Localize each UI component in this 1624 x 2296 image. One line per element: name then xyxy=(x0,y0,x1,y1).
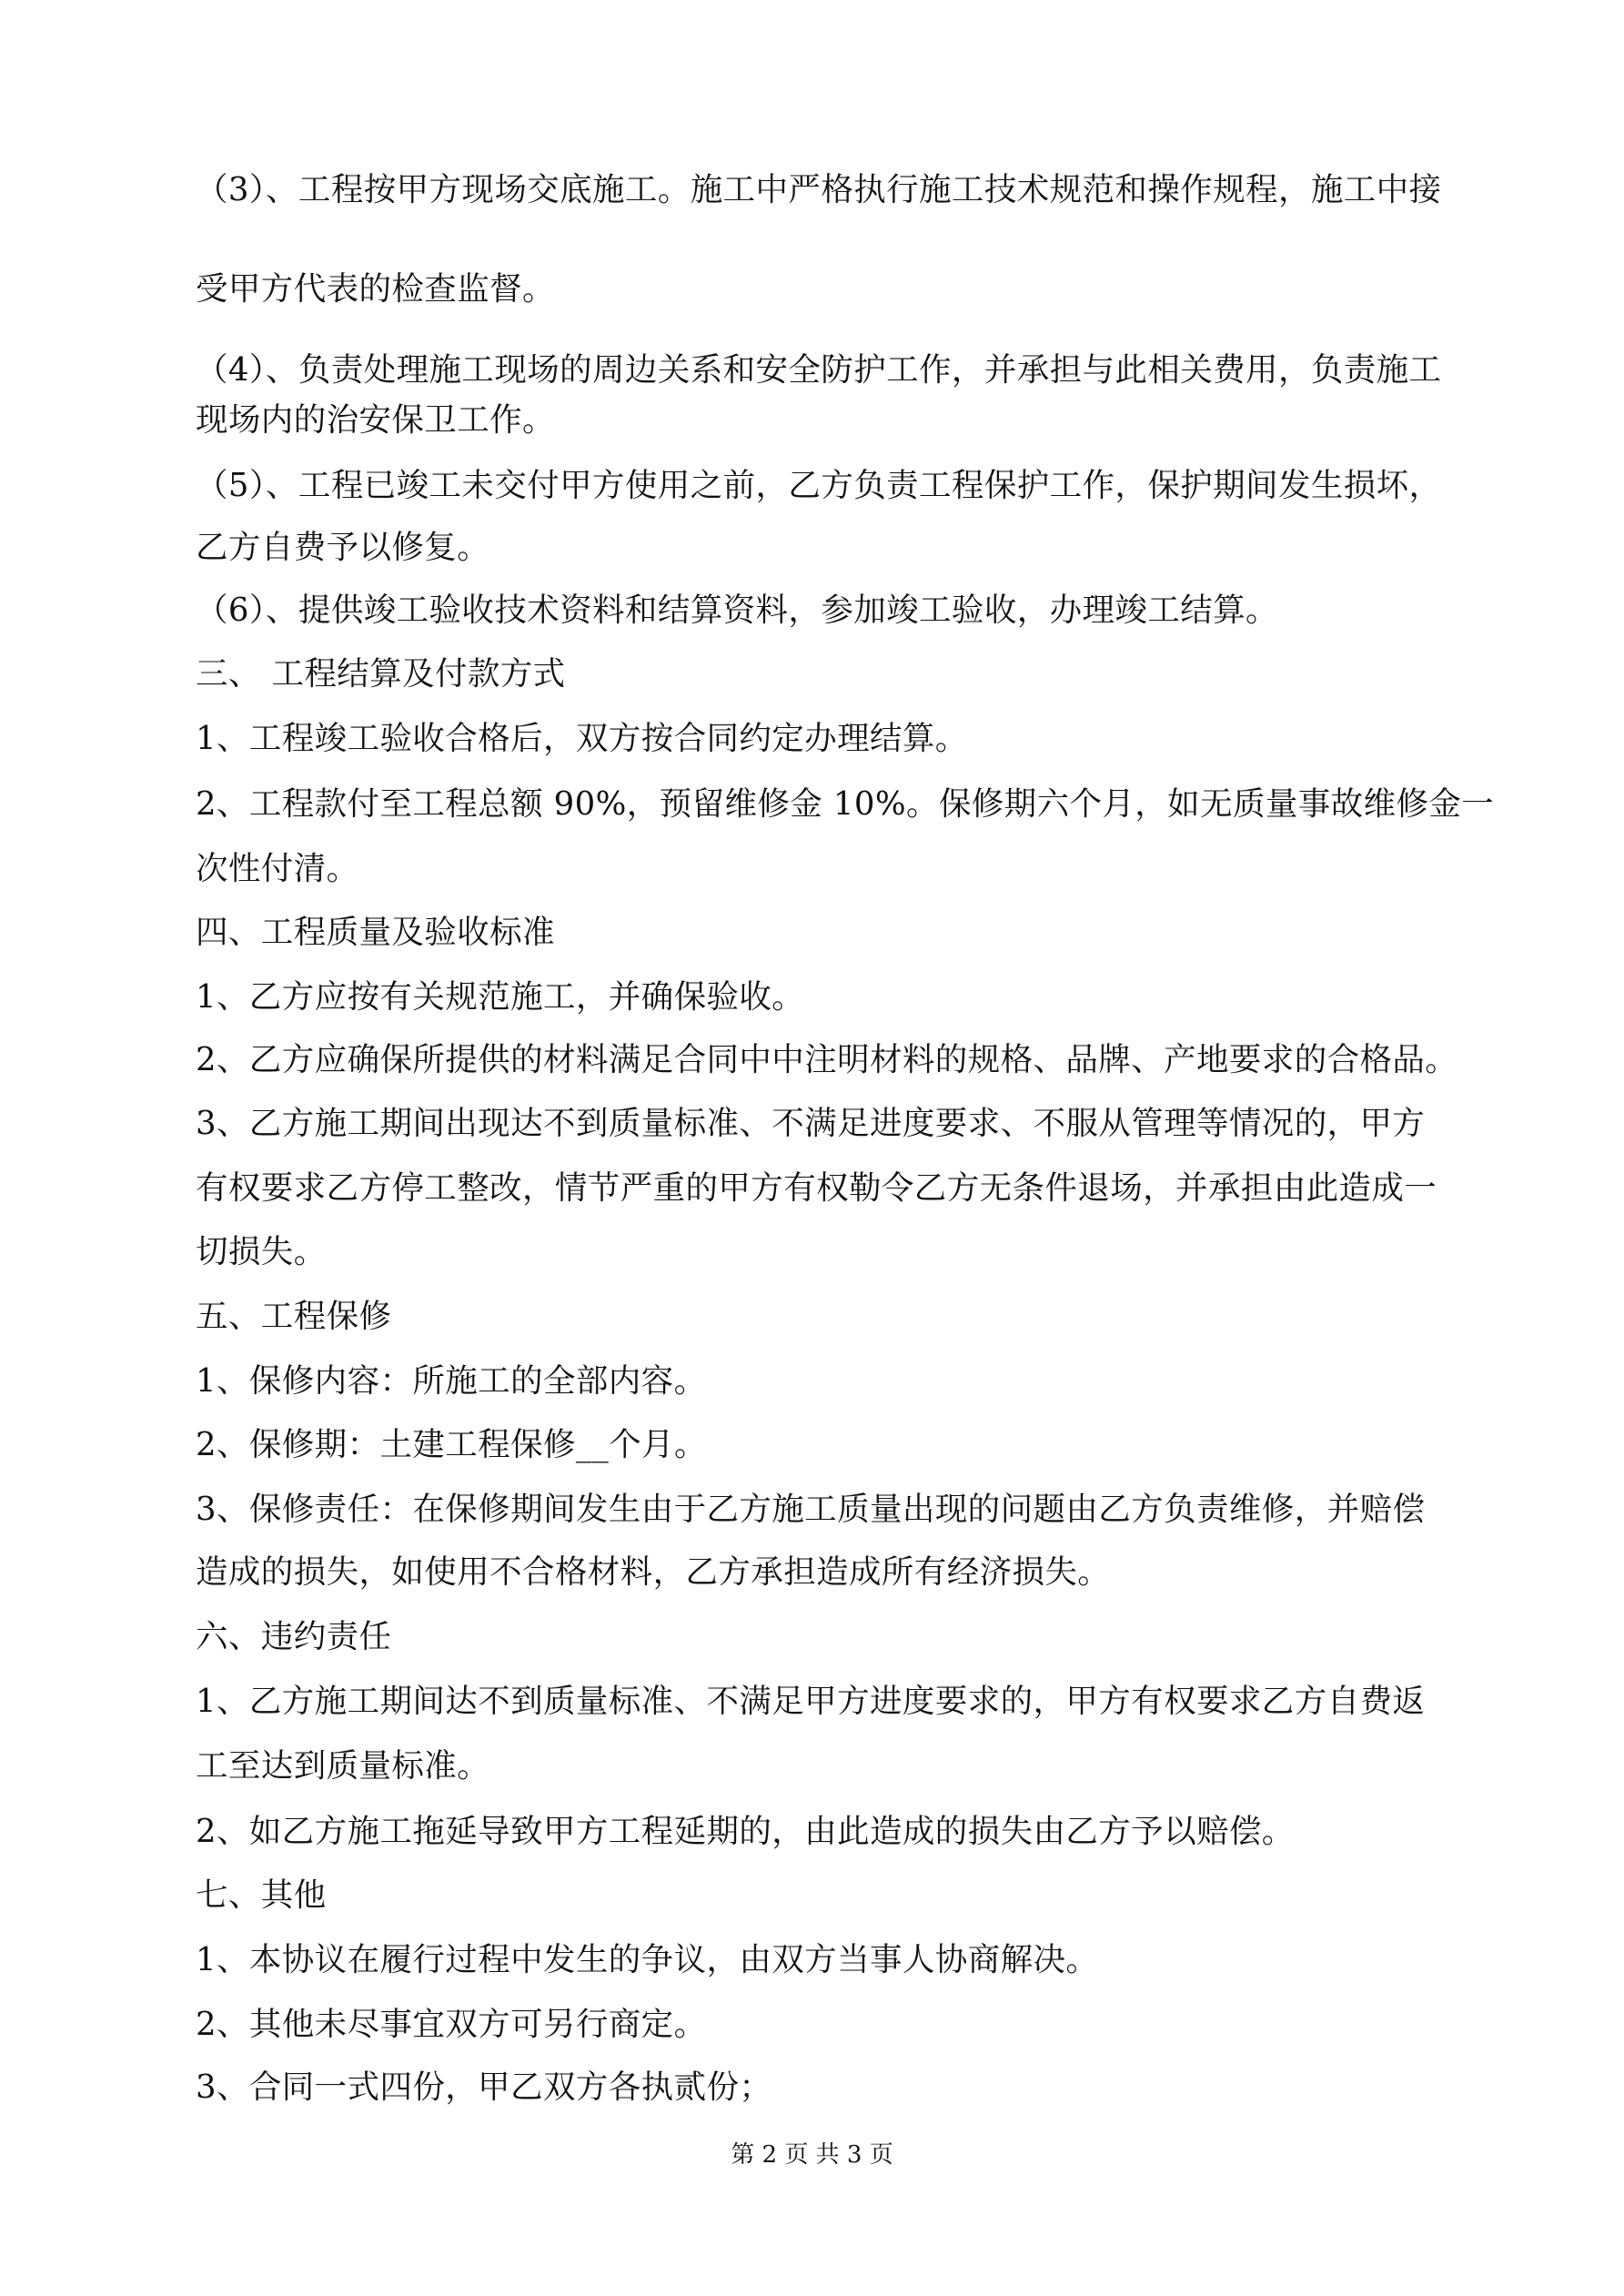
text-line: 2、保修期：土建工程保修__个月。 xyxy=(196,1426,707,1463)
section-heading: 七、其他 xyxy=(196,1876,327,1914)
section-heading: 四、工程质量及验收标准 xyxy=(196,914,555,951)
text-line: 切损失。 xyxy=(196,1233,327,1270)
text-line: 3、乙方施工期间出现达不到质量标准、不满足进度要求、不服从管理等情况的，甲方 xyxy=(196,1105,1426,1142)
section-heading: 三、 工程结算及付款方式 xyxy=(196,655,566,693)
text-line: 次性付清。 xyxy=(196,850,359,887)
text-line: 3、合同一式四份，甲乙双方各执贰份； xyxy=(196,2068,772,2106)
text-line: 2、工程款付至工程总额 90%，预留维修金 10%。保修期六个月，如无质量事故维修金一 xyxy=(196,785,1495,823)
section-heading: 六、违约责任 xyxy=(196,1618,392,1655)
text-line: 1、乙方应按有关规范施工，并确保验收。 xyxy=(196,978,805,1016)
text-line: （6）、提供竣工验收技术资料和结算资料，参加竣工验收，办理竣工结算。 xyxy=(196,592,1278,629)
text-line: 2、其他未尽事宜双方可另行商定。 xyxy=(196,2006,707,2043)
text-line: 1、乙方施工期间达不到质量标准、不满足甲方进度要求的，甲方有权要求乙方自费返 xyxy=(196,1683,1426,1720)
text-line: 受甲方代表的检查监督。 xyxy=(196,270,555,308)
section-heading: 五、工程保修 xyxy=(196,1298,392,1335)
text-line: 2、如乙方施工拖延导致甲方工程延期的，由此造成的损失由乙方予以赔偿。 xyxy=(196,1813,1295,1850)
text-line: 3、保修责任：在保修期间发生由于乙方施工质量出现的问题由乙方负责维修，并赔偿 xyxy=(196,1491,1426,1528)
text-line: 现场内的治安保卫工作。 xyxy=(196,401,555,439)
text-line: 乙方自费予以修复。 xyxy=(196,529,490,566)
text-line: 1、工程竣工验收合格后，双方按合同约定办理结算。 xyxy=(196,720,968,757)
page-number-footer: 第 2 页 共 3 页 xyxy=(731,2141,893,2169)
text-line: （3）、工程按甲方现场交底施工。施工中严格执行施工技术规范和操作规程，施工中接 xyxy=(196,171,1442,208)
text-line: （4）、负责处理施工现场的周边关系和安全防护工作，并承担与此相关费用，负责施工 xyxy=(196,351,1442,389)
text-line: 有权要求乙方停工整改，情节严重的甲方有权勒令乙方无条件退场，并承担由此造成一 xyxy=(196,1169,1437,1207)
text-line: （5）、工程已竣工未交付甲方使用之前，乙方负责工程保护工作，保护期间发生损坏， xyxy=(196,467,1442,504)
text-line: 造成的损失，如使用不合格材料，乙方承担造成所有经济损失。 xyxy=(196,1553,1111,1591)
text-line: 工至达到质量标准。 xyxy=(196,1747,490,1785)
text-line: 1、保修内容：所施工的全部内容。 xyxy=(196,1362,707,1400)
text-line: 2、乙方应确保所提供的材料满足合同中中注明材料的规格、品牌、产地要求的合格品。 xyxy=(196,1041,1458,1078)
text-line: 1、本协议在履行过程中发生的争议，由双方当事人协商解决。 xyxy=(196,1941,1099,1978)
